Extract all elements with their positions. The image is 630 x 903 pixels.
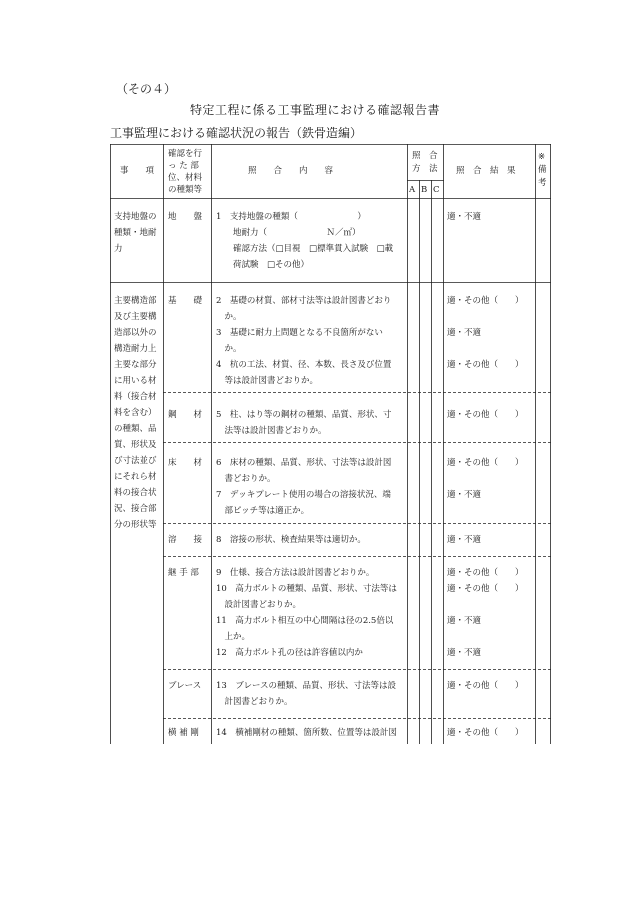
section-2-item-line-10: 質、形状及 bbox=[114, 440, 157, 450]
section-2-item-line-8: 料を含む） bbox=[114, 408, 157, 418]
content-2-line-2: か。 bbox=[216, 312, 242, 322]
section-1-item-line-2: 種類・地耐 bbox=[114, 228, 157, 238]
header-checked-part-3: 位、材料 bbox=[168, 173, 203, 183]
content-13-line-2: 計図書どおりか。 bbox=[216, 697, 293, 707]
result-9: 適・その他（ ） bbox=[447, 568, 524, 578]
section-2-item-line-6: に用いる材 bbox=[114, 376, 157, 386]
content-2-line-5: 4 杭の工法、材質、径、本数、長さ及び位置 bbox=[216, 360, 392, 370]
content-6-line-2: 書どおりか。 bbox=[216, 474, 276, 484]
content-8-line-1: 8 溶接の形状、検査結果等は適切か。 bbox=[216, 535, 366, 545]
content-1-line-3: 確認方法（□目視 □標準貫入試験 □載 bbox=[216, 244, 394, 254]
part-foundation: 基 礎 bbox=[168, 296, 203, 306]
content-2-line-3: 3 基礎に耐力上問題となる不良箇所がない bbox=[216, 328, 383, 338]
result-3: 適・不適 bbox=[447, 328, 482, 338]
result-14: 適・その他（ ） bbox=[447, 728, 524, 738]
result-2: 適・その他（ ） bbox=[447, 296, 524, 306]
header-content: 照 合 内 容 bbox=[248, 166, 334, 176]
section-2-item-line-13: 料の接合状 bbox=[114, 488, 157, 498]
content-2-line-6: 等は設計図書どおりか。 bbox=[216, 376, 319, 386]
section-1-item-line-1: 支持地盤の bbox=[114, 212, 157, 222]
document-title: 特定工程に係る工事監理における確認報告書 bbox=[189, 103, 440, 117]
result-5: 適・その他（ ） bbox=[447, 410, 524, 420]
content-11-line-2: 上か。 bbox=[216, 632, 251, 642]
header-result: 照 合 結 果 bbox=[456, 166, 516, 176]
content-5-line-1: 5 柱、はり等の鋼材の種類、品質、形状、寸 bbox=[216, 410, 392, 420]
header-method-c: C bbox=[433, 185, 440, 195]
header-method-a: A bbox=[409, 185, 416, 195]
result-8: 適・不適 bbox=[447, 535, 482, 545]
content-2-line-4: か。 bbox=[216, 344, 242, 354]
content-1-line-4: 荷試験 □その他） bbox=[216, 260, 310, 270]
page-label: （その４） bbox=[116, 82, 177, 96]
header-method-b: B bbox=[421, 185, 428, 195]
section-2-item-line-3: 造部以外の bbox=[114, 328, 157, 338]
content-12-line-1: 12 高力ボルト孔の径は許容値以内か bbox=[216, 648, 363, 658]
section-2-item-line-5: 主要な部分 bbox=[114, 360, 157, 370]
content-10-line-2: 設計図書どおりか。 bbox=[216, 600, 302, 610]
content-1-line-2: 地耐力（ Ｎ／㎡） bbox=[216, 228, 361, 238]
section-2-item-line-1: 主要構造部 bbox=[114, 296, 157, 306]
content-1-line-1: 1 支持地盤の種類（ ） bbox=[216, 212, 366, 222]
part-steel: 鋼 材 bbox=[168, 410, 203, 420]
section-2-item-line-12: にそれら材 bbox=[114, 472, 157, 482]
section-2-item-line-4: 構造耐力上 bbox=[114, 344, 157, 354]
result-4: 適・その他（ ） bbox=[447, 360, 524, 370]
content-13-line-1: 13 ブレースの種類、品質、形状、寸法等は設 bbox=[216, 681, 397, 691]
content-11-line-1: 11 高力ボルト相互の中心間隔は径の2.5倍以 bbox=[216, 616, 394, 626]
header-item: 事 項 bbox=[120, 166, 155, 176]
result-10: 適・その他（ ） bbox=[447, 584, 524, 594]
content-6-line-1: 6 床材の種類、品質、形状、寸法等は設計図 bbox=[216, 458, 392, 468]
section-2-item-line-2: 及び主要構 bbox=[114, 312, 157, 322]
content-14-line-1: 14 横補剛材の種類、箇所数、位置等は設計図 bbox=[216, 728, 397, 738]
section-2-item-line-11: び寸法並び bbox=[114, 456, 157, 466]
section-2-item-line-7: 料（接合材 bbox=[114, 392, 157, 402]
part-floor: 床 材 bbox=[168, 458, 203, 468]
result-7: 適・不適 bbox=[447, 490, 482, 500]
result-1: 適・不適 bbox=[447, 212, 482, 222]
header-method-1: 照 合 bbox=[412, 151, 438, 161]
part-brace: ブレース bbox=[168, 681, 202, 691]
content-9-line-1: 9 仕様、接合方法は設計図書どおりか。 bbox=[216, 568, 375, 578]
part-lateral-bracing: 横 補 剛 bbox=[168, 728, 199, 738]
content-7-line-2: 部ピッチ等は適正か。 bbox=[216, 506, 310, 516]
header-method-2: 方 法 bbox=[412, 164, 438, 174]
content-2-line-1: 2 基礎の材質、部材寸法等は設計図書どおり bbox=[216, 296, 392, 306]
part-welding: 溶 接 bbox=[168, 535, 203, 545]
header-checked-part-1: 確認を行 bbox=[168, 149, 203, 159]
content-5-line-2: 法等は設計図書どおりか。 bbox=[216, 426, 327, 436]
result-11: 適・不適 bbox=[447, 616, 482, 626]
header-checked-part-4: の種類等 bbox=[168, 185, 203, 195]
part-joints: 継 手 部 bbox=[168, 568, 199, 578]
content-7-line-1: 7 デッキプレート使用の場合の溶接状況、端 bbox=[216, 490, 391, 500]
section-2-item-line-15: 分の形状等 bbox=[114, 520, 157, 530]
content-10-line-1: 10 高力ボルトの種類、品質、形状、寸法等は bbox=[216, 584, 397, 594]
section-2-item-line-9: の種類、品 bbox=[114, 424, 157, 434]
section-title: 工事監理における確認状況の報告（鉄骨造編） bbox=[110, 126, 363, 140]
part-ground: 地 盤 bbox=[168, 212, 203, 222]
result-12: 適・不適 bbox=[447, 648, 482, 658]
result-13: 適・その他（ ） bbox=[447, 681, 524, 691]
header-remarks-1: ※ bbox=[538, 152, 546, 162]
section-1-item-line-3: 力 bbox=[114, 244, 123, 254]
header-remarks-3: 考 bbox=[538, 178, 547, 188]
result-6: 適・その他（ ） bbox=[447, 458, 524, 468]
header-checked-part-2: っ た 部 bbox=[168, 161, 199, 171]
section-2-item-line-14: 況、接合部 bbox=[114, 504, 157, 514]
header-remarks-2: 備 bbox=[538, 165, 547, 175]
report-table bbox=[110, 144, 551, 744]
